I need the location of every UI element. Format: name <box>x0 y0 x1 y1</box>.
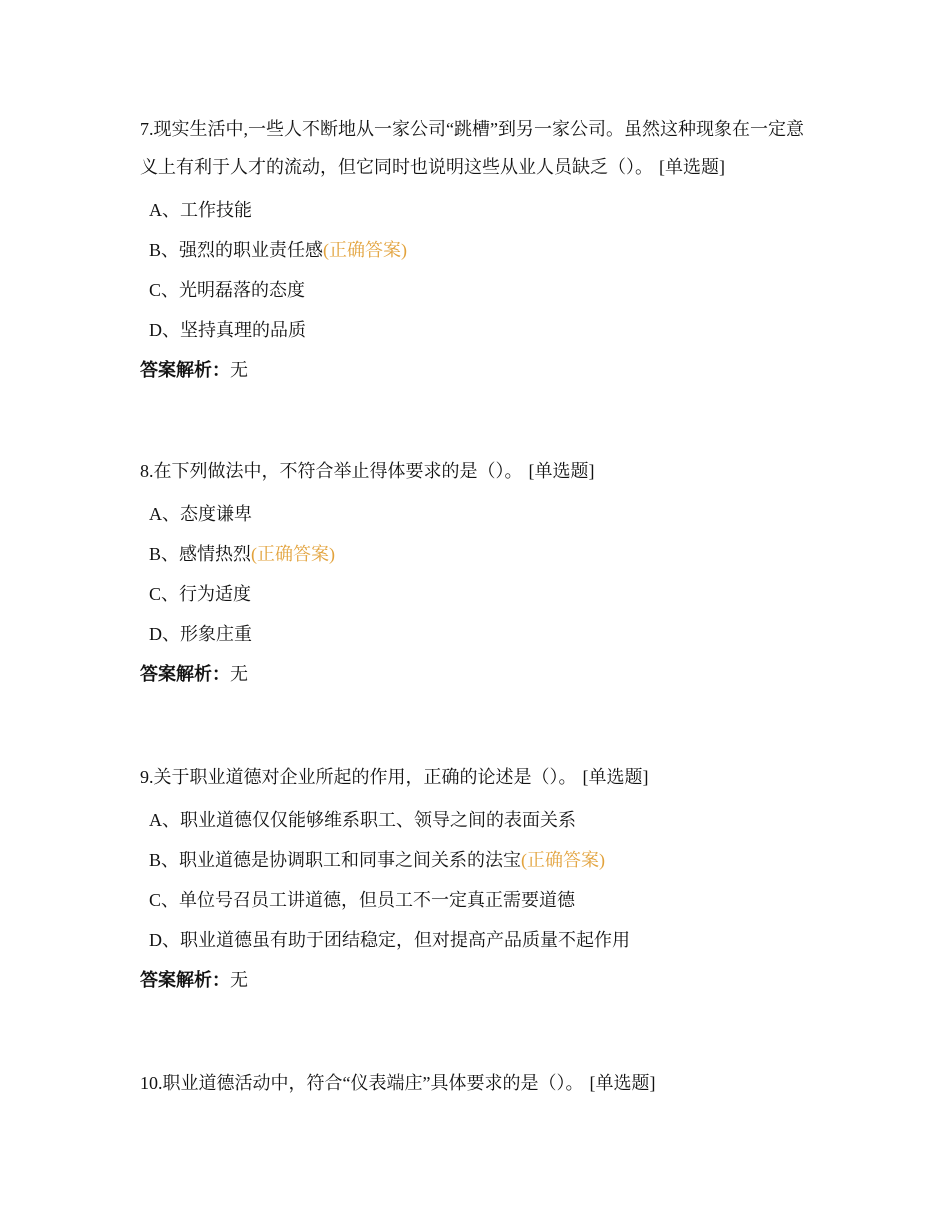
answer-analysis <box>140 654 820 694</box>
option-label: A、工作技能 <box>149 200 252 220</box>
option-d <box>140 614 820 654</box>
option-b <box>140 230 820 270</box>
option-label: A、态度谦卑 <box>149 504 252 524</box>
analysis-value: 无 <box>230 664 248 684</box>
question-stem: 10.职业道德活动中，符合“仪表端庄”具体要求的是（）。 <box>140 1073 584 1093</box>
option-a <box>140 190 820 230</box>
option-list <box>140 800 820 960</box>
option-label: B、感情热烈 <box>149 544 252 564</box>
correct-answer-tag: (正确答案) <box>251 544 336 564</box>
analysis-label: 答案解析： <box>140 970 230 990</box>
option-label: D、形象庄重 <box>149 624 252 644</box>
option-c <box>140 270 820 310</box>
question-type: [单选题] <box>528 461 595 481</box>
question-text <box>140 452 820 490</box>
question-9 <box>140 758 820 1000</box>
option-label: C、行为适度 <box>149 584 252 604</box>
option-c <box>140 574 820 614</box>
correct-answer-tag: (正确答案) <box>521 850 606 870</box>
option-a <box>140 494 820 534</box>
option-a <box>140 800 820 840</box>
option-list <box>140 494 820 654</box>
option-label: A、职业道德仅仅能够维系职工、领导之间的表面关系 <box>149 810 576 830</box>
option-label: C、光明磊落的态度 <box>149 280 306 300</box>
analysis-value: 无 <box>230 970 248 990</box>
option-label: D、职业道德虽有助于团结稳定，但对提高产品质量不起作用 <box>149 930 630 950</box>
question-text <box>140 110 820 186</box>
option-label: D、坚持真理的品质 <box>149 320 306 340</box>
question-10 <box>140 1064 820 1102</box>
question-text <box>140 1064 820 1102</box>
option-label: B、强烈的职业责任感 <box>149 240 324 260</box>
question-type: [单选题] <box>589 1073 656 1093</box>
option-b <box>140 534 820 574</box>
question-stem: 9.关于职业道德对企业所起的作用，正确的论述是（）。 <box>140 767 577 787</box>
option-label: B、职业道德是协调职工和同事之间关系的法宝 <box>149 850 522 870</box>
question-type: [单选题] <box>582 767 649 787</box>
question-8 <box>140 452 820 694</box>
option-list <box>140 190 820 350</box>
question-text <box>140 758 820 796</box>
analysis-label: 答案解析： <box>140 664 230 684</box>
correct-answer-tag: (正确答案) <box>323 240 408 260</box>
question-stem: 7.现实生活中,一些人不断地从一家公司“跳槽”到另一家公司。虽然这种现象在一定意义上有利于人才的流动，但它同时也说明这些从业人员缺乏（）。 <box>140 119 804 177</box>
option-label: C、单位号召员工讲道德，但员工不一定真正需要道德 <box>149 890 576 910</box>
question-type: [单选题] <box>659 157 725 177</box>
option-b <box>140 840 820 880</box>
question-stem: 8.在下列做法中，不符合举止得体要求的是（）。 <box>140 461 523 481</box>
analysis-value: 无 <box>230 360 248 380</box>
option-d <box>140 310 820 350</box>
answer-analysis <box>140 350 820 390</box>
option-c <box>140 880 820 920</box>
question-7 <box>140 110 820 390</box>
analysis-label: 答案解析： <box>140 360 230 380</box>
option-d <box>140 920 820 960</box>
answer-analysis <box>140 960 820 1000</box>
